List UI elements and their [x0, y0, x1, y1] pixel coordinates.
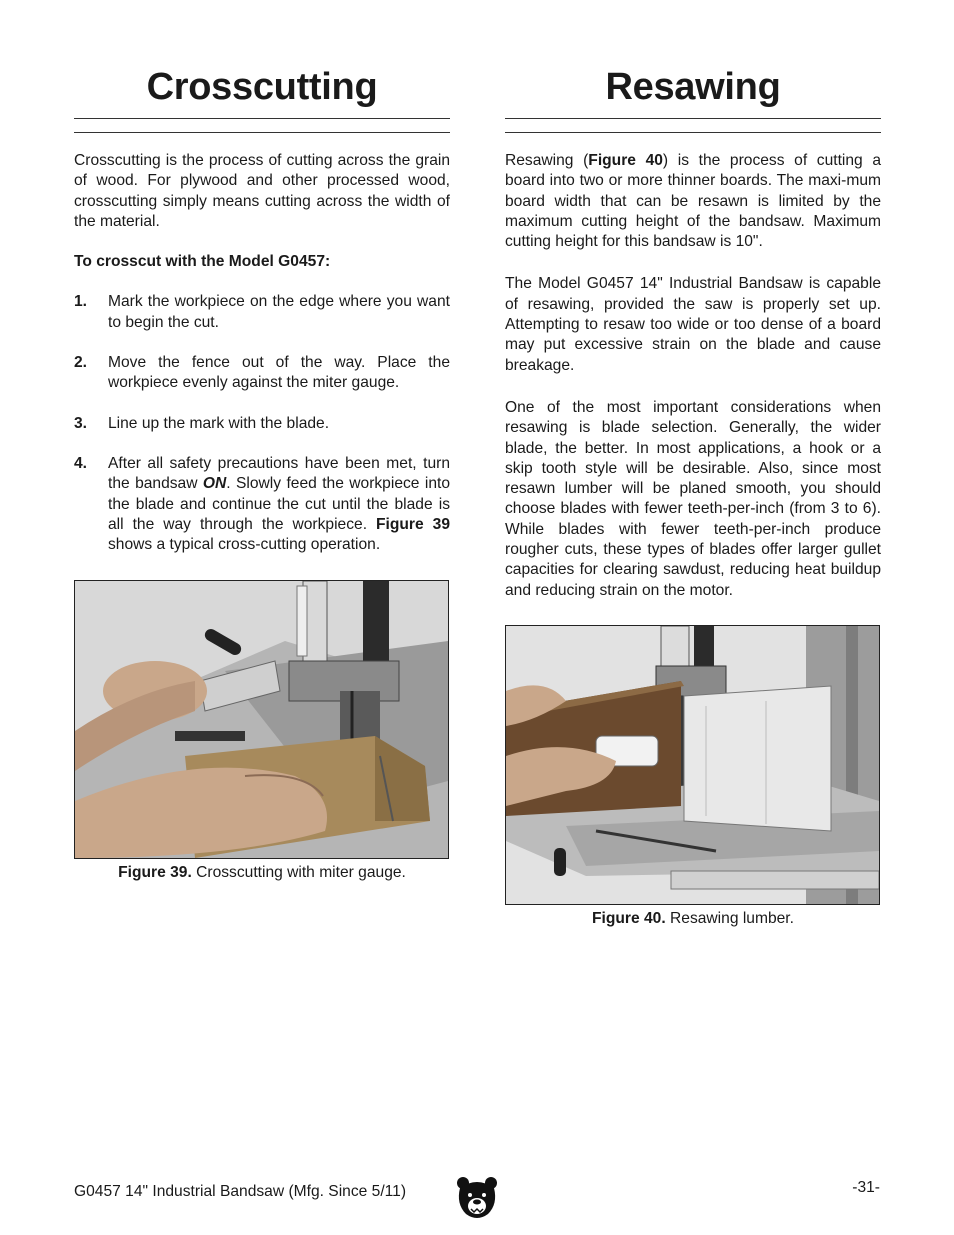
resawing-paragraph-1: [505, 151, 881, 252]
figure-label: Figure 39.: [118, 864, 192, 882]
step-text-part: After all safety precautions have been met, turn the bandsaw: [108, 454, 450, 493]
step-text: Mark the workpiece on the edge where you want to begin the cut.: [108, 293, 450, 331]
figure-caption-text: Crosscutting with miter gauge.: [191, 864, 406, 882]
step-2: [74, 353, 450, 394]
figure-reference: Figure 40: [588, 152, 663, 169]
figure-label: Figure 40.: [592, 909, 666, 927]
step-text: [108, 454, 450, 555]
title-rule: [74, 118, 450, 133]
paragraph-text-part: ) is the process of cutting a board into two or more thinner boards. The maxi-mum board width that can be resawn is limited by the maximum cutting height of the bandsaw. Maximum cutting height for this bandsaw is 10".: [505, 152, 882, 251]
resawing-paragraph-3: One of the most important considerations when resawing is blade selection. Generally, the wider blade, the better. In most applications, a hook or a skip tooth style will be desirable. Also, since most resawn lumber will be planed smooth, you should choose blades with fewer teeth-per-inch (from 3 to 6). While blades with fewer teeth-per-inch produce rougher cuts, these types of blades offer larger gullet capacities for clearing sawdust, reducing heat buildup and reducing strain on the motor.: [505, 398, 881, 599]
step-text-part: . Slowly feed the workpiece into the blade and continue the cut until the blade is all the way through the workpiece.: [108, 475, 450, 533]
step-text: Move the fence out of the way. Place the workpiece evenly against the miter gauge.: [108, 354, 450, 392]
step-number: 1.: [74, 293, 88, 311]
resawing-title: Resawing: [605, 66, 781, 108]
footer-manual-title: G0457 14" Industrial Bandsaw (Mfg. Since 5/11): [74, 1183, 407, 1200]
crosscutting-title: Crosscutting: [146, 66, 378, 108]
crosscutting-section: [74, 60, 450, 882]
step-number: 2.: [74, 354, 88, 372]
figure-reference: Figure 39: [376, 515, 450, 533]
bear-head-logo-icon: [456, 1176, 498, 1222]
procedure-heading: To crosscut with the Model G0457:: [74, 253, 331, 271]
title-rule: [505, 118, 881, 133]
on-emphasis: ON: [202, 475, 227, 493]
resawing-paragraph-2: The Model G0457 14" Industrial Bandsaw is capable of resawing, provided the saw is properly set up. Attempting to resaw too wide or too dense of a board may put excessive strain on the blade and cause breakage.: [505, 275, 881, 374]
bear-head-logo-icon: [456, 1176, 498, 1222]
step-text: Line up the mark with the blade.: [108, 414, 330, 432]
step-1: [74, 292, 450, 333]
page-number: -31-: [852, 1179, 880, 1196]
step-number: 3.: [74, 414, 88, 432]
resawing-section: [505, 60, 881, 928]
figure-40-photo: [505, 625, 880, 905]
crosscut-photo-illustration: [75, 581, 448, 858]
figure-39-caption: [74, 864, 450, 882]
step-3: [74, 414, 450, 434]
resaw-photo-illustration: [506, 626, 879, 904]
step-number: 4.: [74, 454, 88, 472]
figure-39-photo: [74, 580, 449, 859]
figure-caption-text: Resawing lumber.: [665, 909, 794, 927]
step-4: [74, 454, 450, 555]
crosscutting-intro: Crosscutting is the process of cutting across the grain of wood. For plywood and other processed wood, crosscutting simply means cutting across the width of the material.: [74, 152, 450, 230]
paragraph-text-part: Resawing (: [505, 152, 589, 169]
figure-40-caption: [505, 910, 881, 928]
step-text-part: shows a typical cross-cutting operation.: [108, 536, 381, 554]
